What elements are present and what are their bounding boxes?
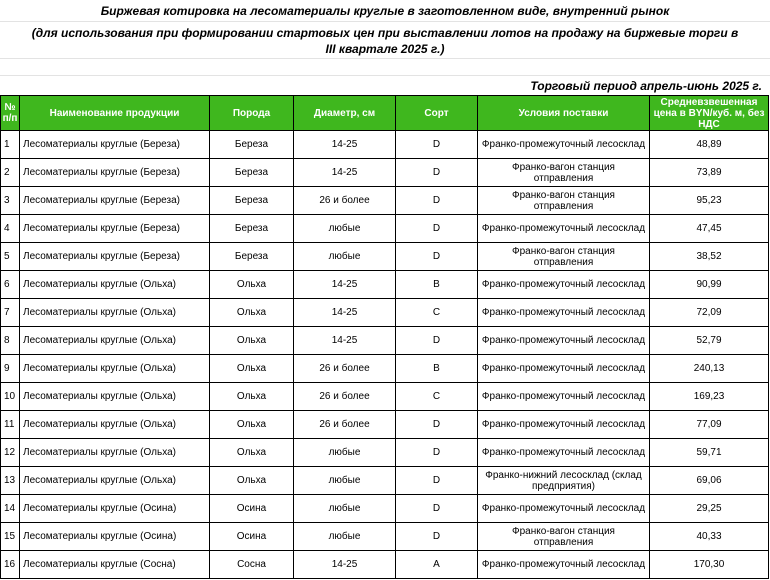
cell-price[interactable]: 95,23: [650, 187, 769, 215]
cell-diameter[interactable]: 26 и более: [294, 411, 396, 439]
table-row: [1, 467, 769, 495]
cell-diameter[interactable]: любые: [294, 215, 396, 243]
cell-diameter[interactable]: 14-25: [294, 551, 396, 579]
cell-species[interactable]: Береза: [210, 131, 294, 159]
table-row: [1, 439, 769, 467]
column-header-num[interactable]: № п/п: [1, 96, 20, 131]
cell-diameter[interactable]: 14-25: [294, 131, 396, 159]
cell-species[interactable]: Ольха: [210, 327, 294, 355]
cell-diameter[interactable]: любые: [294, 243, 396, 271]
cell-name[interactable]: Лесоматериалы круглые (Ольха): [20, 383, 210, 411]
cell-diameter[interactable]: 14-25: [294, 327, 396, 355]
column-header-delivery[interactable]: Условия поставки: [478, 96, 650, 131]
table-header-row: [1, 96, 769, 131]
table-row: [1, 551, 769, 579]
cell-diameter[interactable]: любые: [294, 467, 396, 495]
cell-diameter[interactable]: 14-25: [294, 299, 396, 327]
cell-name[interactable]: Лесоматериалы круглые (Ольха): [20, 327, 210, 355]
cell-species[interactable]: Ольха: [210, 271, 294, 299]
table-row: [1, 243, 769, 271]
column-header-grade[interactable]: Сорт: [396, 96, 478, 131]
cell-species[interactable]: Береза: [210, 215, 294, 243]
cell-num[interactable]: 10: [1, 383, 20, 411]
cell-num[interactable]: 4: [1, 215, 20, 243]
cell-diameter[interactable]: 14-25: [294, 159, 396, 187]
cell-name[interactable]: Лесоматериалы круглые (Береза): [20, 159, 210, 187]
gridline: [0, 75, 770, 76]
cell-grade[interactable]: D: [396, 523, 478, 551]
cell-delivery[interactable]: Франко-промежуточный лесосклад: [478, 299, 650, 327]
cell-name[interactable]: Лесоматериалы круглые (Ольха): [20, 271, 210, 299]
cell-price[interactable]: 69,06: [650, 467, 769, 495]
cell-num[interactable]: 5: [1, 243, 20, 271]
cell-price[interactable]: 47,45: [650, 215, 769, 243]
cell-price[interactable]: 52,79: [650, 327, 769, 355]
cell-grade[interactable]: D: [396, 131, 478, 159]
cell-species[interactable]: Береза: [210, 243, 294, 271]
cell-delivery[interactable]: Франко-промежуточный лесосклад: [478, 271, 650, 299]
cell-diameter[interactable]: 26 и более: [294, 187, 396, 215]
cell-num[interactable]: 8: [1, 327, 20, 355]
cell-price[interactable]: 29,25: [650, 495, 769, 523]
cell-num[interactable]: 12: [1, 439, 20, 467]
cell-price[interactable]: 40,33: [650, 523, 769, 551]
cell-species[interactable]: Ольха: [210, 355, 294, 383]
cell-grade[interactable]: A: [396, 551, 478, 579]
cell-grade[interactable]: D: [396, 495, 478, 523]
cell-name[interactable]: Лесоматериалы круглые (Береза): [20, 215, 210, 243]
cell-num[interactable]: 16: [1, 551, 20, 579]
cell-species[interactable]: Осина: [210, 523, 294, 551]
cell-species[interactable]: Береза: [210, 159, 294, 187]
cell-species[interactable]: Ольха: [210, 439, 294, 467]
cell-num[interactable]: 13: [1, 467, 20, 495]
table-row: [1, 299, 769, 327]
cell-grade[interactable]: D: [396, 187, 478, 215]
cell-name[interactable]: Лесоматериалы круглые (Береза): [20, 243, 210, 271]
cell-delivery[interactable]: Франко-промежуточный лесосклад: [478, 439, 650, 467]
cell-grade[interactable]: B: [396, 271, 478, 299]
cell-delivery[interactable]: Франко-промежуточный лесосклад: [478, 383, 650, 411]
cell-name[interactable]: Лесоматериалы круглые (Сосна): [20, 551, 210, 579]
cell-delivery[interactable]: Франко-промежуточный лесосклад: [478, 551, 650, 579]
quotes-table: [0, 95, 769, 579]
cell-num[interactable]: 11: [1, 411, 20, 439]
cell-species[interactable]: Сосна: [210, 551, 294, 579]
cell-price[interactable]: 38,52: [650, 243, 769, 271]
cell-name[interactable]: Лесоматериалы круглые (Береза): [20, 131, 210, 159]
cell-num[interactable]: 6: [1, 271, 20, 299]
cell-delivery[interactable]: Франко-нижний лесосклад (склад предприятия): [478, 467, 650, 495]
cell-price[interactable]: 90,99: [650, 271, 769, 299]
cell-name[interactable]: Лесоматериалы круглые (Ольха): [20, 439, 210, 467]
cell-grade[interactable]: D: [396, 439, 478, 467]
column-header-species[interactable]: Порода: [210, 96, 294, 131]
cell-delivery[interactable]: Франко-промежуточный лесосклад: [478, 495, 650, 523]
cell-delivery[interactable]: Франко-промежуточный лесосклад: [478, 327, 650, 355]
cell-delivery[interactable]: Франко-вагон станция отправления: [478, 523, 650, 551]
column-header-name[interactable]: Наименование продукции: [20, 96, 210, 131]
cell-name[interactable]: Лесоматериалы круглые (Осина): [20, 523, 210, 551]
cell-delivery[interactable]: Франко-вагон станция отправления: [478, 187, 650, 215]
cell-diameter[interactable]: 26 и более: [294, 355, 396, 383]
cell-price[interactable]: 77,09: [650, 411, 769, 439]
table-row: [1, 411, 769, 439]
cell-num[interactable]: 14: [1, 495, 20, 523]
cell-diameter[interactable]: любые: [294, 523, 396, 551]
table-row: [1, 187, 769, 215]
cell-delivery[interactable]: Франко-вагон станция отправления: [478, 243, 650, 271]
table-row: [1, 159, 769, 187]
cell-delivery[interactable]: Франко-промежуточный лесосклад: [478, 355, 650, 383]
table-row: [1, 215, 769, 243]
cell-grade[interactable]: D: [396, 467, 478, 495]
cell-species[interactable]: Ольха: [210, 467, 294, 495]
cell-price[interactable]: 48,89: [650, 131, 769, 159]
cell-grade[interactable]: B: [396, 355, 478, 383]
table-row: [1, 327, 769, 355]
cell-diameter[interactable]: 14-25: [294, 271, 396, 299]
cell-price[interactable]: 59,71: [650, 439, 769, 467]
cell-num[interactable]: 9: [1, 355, 20, 383]
cell-num[interactable]: 1: [1, 131, 20, 159]
gridline: [0, 58, 770, 59]
gridline: [0, 21, 770, 22]
table-row: [1, 495, 769, 523]
cell-diameter[interactable]: любые: [294, 439, 396, 467]
cell-num[interactable]: 3: [1, 187, 20, 215]
cell-species[interactable]: Ольха: [210, 383, 294, 411]
cell-name[interactable]: Лесоматериалы круглые (Ольха): [20, 299, 210, 327]
cell-price[interactable]: 72,09: [650, 299, 769, 327]
table-row: [1, 271, 769, 299]
cell-delivery[interactable]: Франко-вагон станция отправления: [478, 159, 650, 187]
cell-name[interactable]: Лесоматериалы круглые (Береза): [20, 187, 210, 215]
trading-period: Торговый период апрель-июнь 2025 г.: [530, 79, 762, 93]
cell-name[interactable]: Лесоматериалы круглые (Осина): [20, 495, 210, 523]
cell-grade[interactable]: D: [396, 159, 478, 187]
title-line-1: Биржевая котировка на лесоматериалы круглые в заготовленном виде, внутренний рынок: [100, 4, 670, 18]
cell-diameter[interactable]: 26 и более: [294, 383, 396, 411]
cell-num[interactable]: 2: [1, 159, 20, 187]
cell-num[interactable]: 7: [1, 299, 20, 327]
table-row: [1, 523, 769, 551]
cell-species[interactable]: Ольха: [210, 411, 294, 439]
table-row: [1, 355, 769, 383]
cell-species[interactable]: Береза: [210, 187, 294, 215]
cell-price[interactable]: 169,23: [650, 383, 769, 411]
cell-grade[interactable]: D: [396, 327, 478, 355]
cell-delivery[interactable]: Франко-промежуточный лесосклад: [478, 411, 650, 439]
cell-name[interactable]: Лесоматериалы круглые (Ольха): [20, 411, 210, 439]
cell-grade[interactable]: D: [396, 243, 478, 271]
cell-price[interactable]: 170,30: [650, 551, 769, 579]
cell-grade[interactable]: C: [396, 299, 478, 327]
title-line-2: (для использования при формировании стартовых цен при выставлении лотов на продажу на биржевые торги в: [31, 26, 739, 40]
table-row: [1, 131, 769, 159]
cell-grade[interactable]: C: [396, 383, 478, 411]
table-row: [1, 383, 769, 411]
cell-num[interactable]: 15: [1, 523, 20, 551]
cell-diameter[interactable]: любые: [294, 495, 396, 523]
cell-price[interactable]: 240,13: [650, 355, 769, 383]
cell-price[interactable]: 73,89: [650, 159, 769, 187]
cell-grade[interactable]: D: [396, 215, 478, 243]
cell-delivery[interactable]: Франко-промежуточный лесосклад: [478, 215, 650, 243]
cell-delivery[interactable]: Франко-промежуточный лесосклад: [478, 131, 650, 159]
cell-grade[interactable]: D: [396, 411, 478, 439]
cell-name[interactable]: Лесоматериалы круглые (Ольха): [20, 467, 210, 495]
cell-species[interactable]: Осина: [210, 495, 294, 523]
column-header-price[interactable]: Средневзвешенная цена в BYN/куб. м, без НДС: [650, 96, 769, 131]
cell-species[interactable]: Ольха: [210, 299, 294, 327]
title-line-3: III квартале 2025 г.): [325, 42, 445, 56]
cell-name[interactable]: Лесоматериалы круглые (Ольха): [20, 355, 210, 383]
column-header-diameter[interactable]: Диаметр, см: [294, 96, 396, 131]
